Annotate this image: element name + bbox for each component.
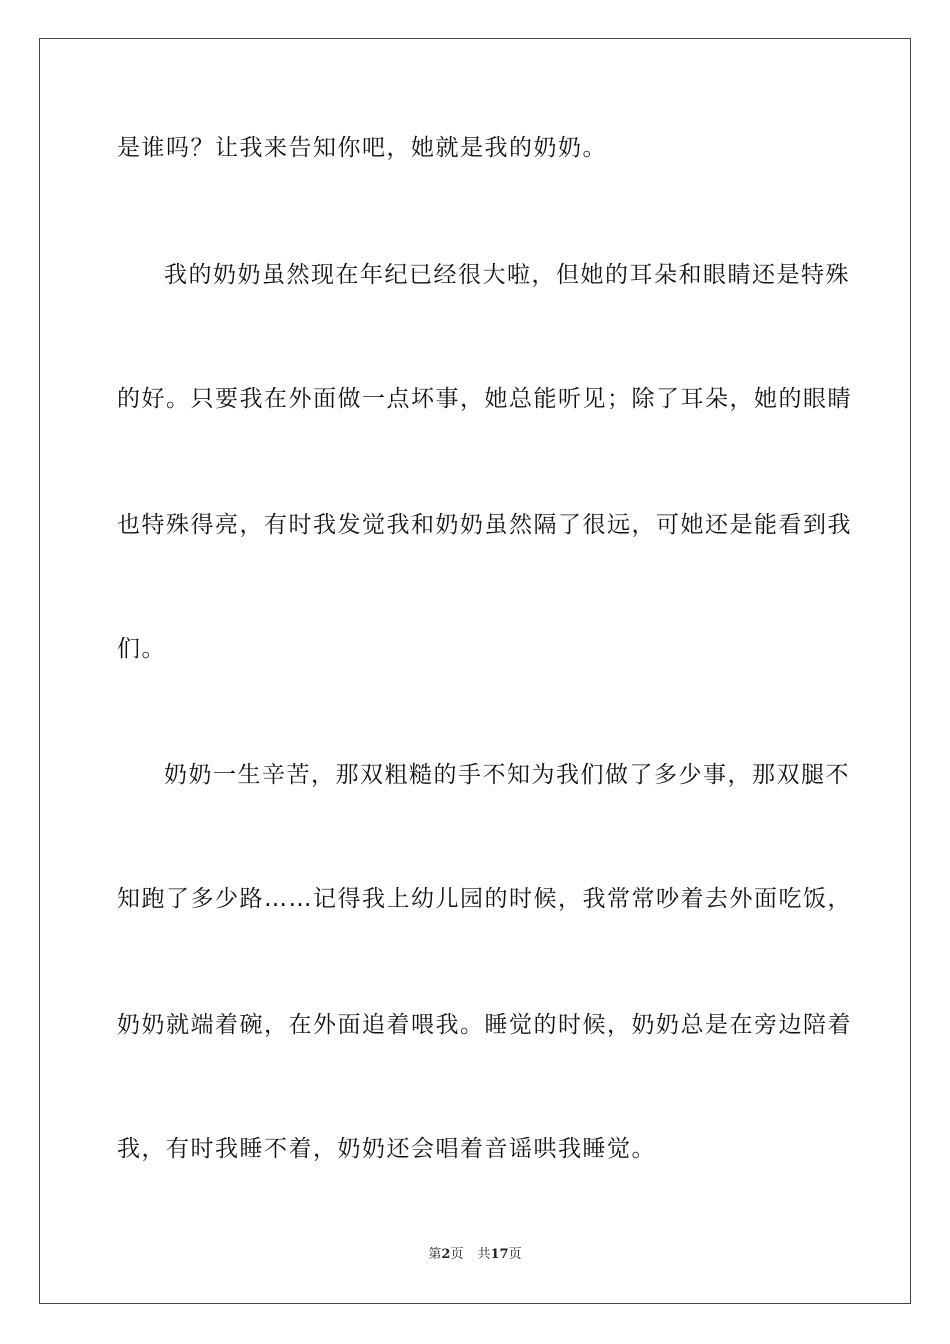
text-line-8: 奶奶就端着碗，在外面追着喂我。睡觉的时候，奶奶总是在旁边陪着 bbox=[117, 1012, 852, 1038]
text-line-7: 知跑了多少路……记得我上幼儿园的时候，我常常吵着去外面吃饭， bbox=[117, 886, 852, 912]
text-line-5: 们。 bbox=[117, 636, 166, 662]
text-line-3: 的好。只要我在外面做一点坏事，她总能听见；除了耳朵，她的眼睛 bbox=[117, 386, 852, 412]
text-line-4: 也特殊得亮，有时我发觉我和奶奶虽然隔了很远，可她还是能看到我 bbox=[117, 512, 852, 538]
total-label-suffix: 页 bbox=[508, 1247, 522, 1262]
page-footer bbox=[0, 1246, 950, 1264]
total-pages: 17 bbox=[490, 1247, 509, 1262]
page-label-prefix: 第 bbox=[428, 1247, 442, 1262]
total-label-prefix: 共 bbox=[477, 1247, 491, 1262]
page-number: 2 bbox=[441, 1247, 451, 1262]
text-line-6: 奶奶一生辛苦，那双粗糙的手不知为我们做了多少事，那双腿不 bbox=[164, 762, 850, 788]
text-line-2: 我的奶奶虽然现在年纪已经很大啦，但她的耳朵和眼睛还是特殊 bbox=[164, 262, 850, 288]
page-frame bbox=[39, 38, 911, 1304]
page-label-suffix: 页 bbox=[450, 1247, 464, 1262]
text-line-9: 我，有时我睡不着，奶奶还会唱着音谣哄我睡觉。 bbox=[117, 1136, 656, 1162]
text-line-1: 是谁吗？让我来告知你吧，她就是我的奶奶。 bbox=[117, 135, 607, 161]
